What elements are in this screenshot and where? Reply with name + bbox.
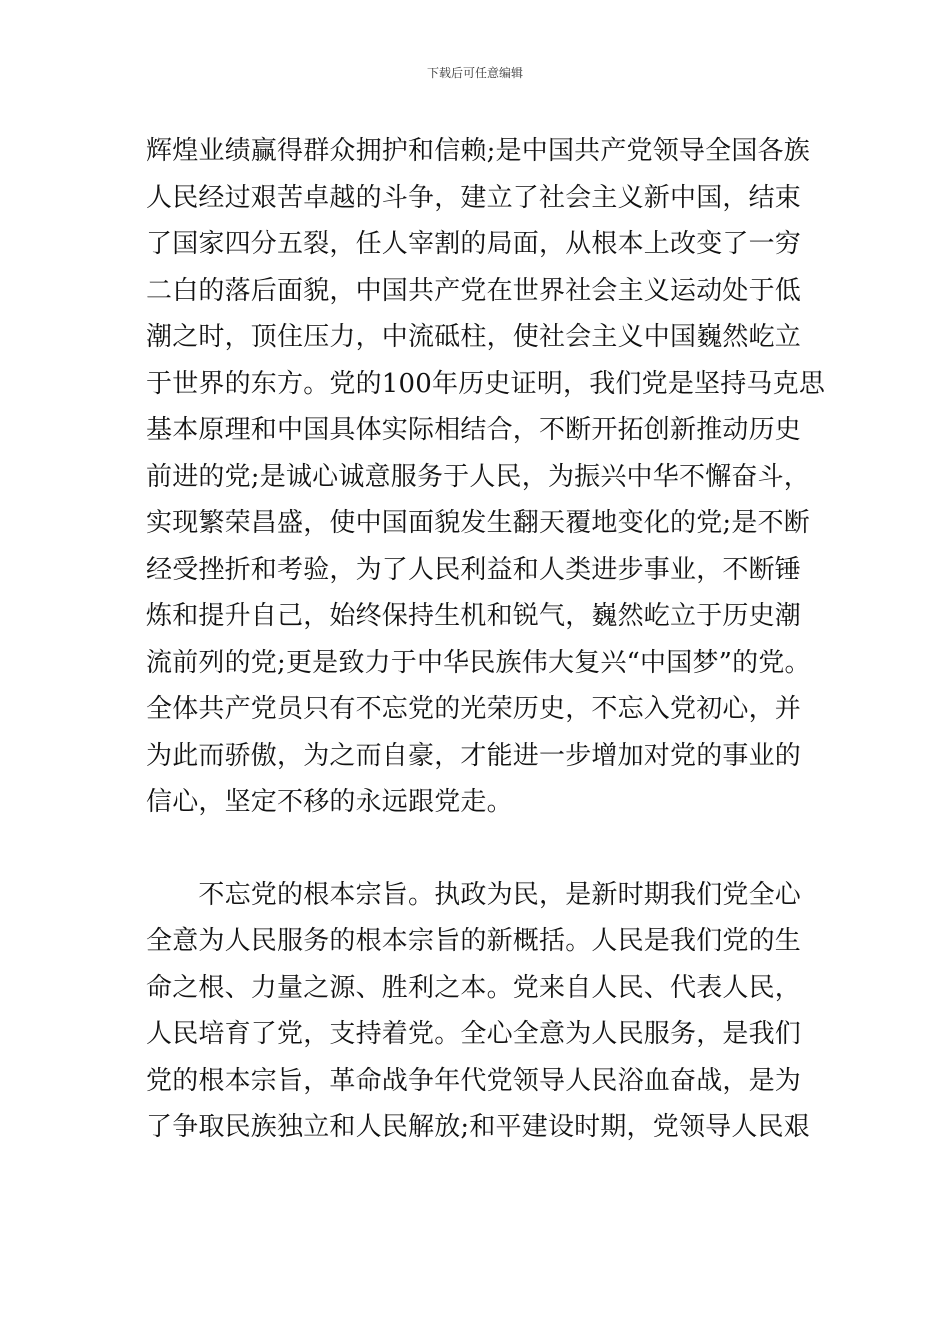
document-body bbox=[146, 131, 866, 1154]
paragraph-1 bbox=[146, 131, 866, 829]
text-line: 于世界的东方。党的100年历史证明，我们党是坚持马克思 bbox=[146, 368, 826, 399]
paragraph-gap bbox=[146, 829, 866, 875]
text-line: 前进的党;是诚心诚意服务于人民，为振兴中华不懈奋斗， bbox=[146, 461, 810, 492]
text-line: 全体共产党员只有不忘党的光荣历史，不忘入党初心，并 bbox=[146, 694, 802, 724]
paragraph-2 bbox=[146, 875, 866, 1154]
text-line: 命之根、力量之源、胜利之本。党来自人民、代表人民， bbox=[146, 972, 802, 1003]
text-line: 不忘党的根本宗旨。执政为民，是新时期我们党全心 bbox=[146, 879, 802, 910]
text-line: 二白的落后面貌，中国共产党在世界社会主义运动处于低 bbox=[146, 275, 802, 306]
text-line: 信心，坚定不移的永远跟党走。 bbox=[146, 787, 513, 817]
text-line: 人民经过艰苦卓越的斗争，建立了社会主义新中国，结束 bbox=[146, 182, 802, 213]
page-header: 下载后可任意编辑 bbox=[426, 66, 523, 80]
text-line: 潮之时，顶住压力，中流砥柱，使社会主义中国巍然屹立 bbox=[146, 322, 802, 352]
text-line: 基本原理和中国具体实际相结合，不断开拓创新推动历史 bbox=[146, 415, 802, 445]
text-line: 实现繁荣昌盛，使中国面貌发生翻天覆地变化的党;是不断 bbox=[146, 508, 810, 538]
text-line: 炼和提升自己，始终保持生机和锐气，巍然屹立于历史潮 bbox=[146, 601, 802, 631]
text-line: 人民培育了党，支持着党。全心全意为人民服务，是我们 bbox=[146, 1019, 802, 1049]
text-line: 全意为人民服务的根本宗旨的新概括。人民是我们党的生 bbox=[146, 926, 802, 956]
text-line: 经受挫折和考验，为了人民利益和人类进步事业，不断锤 bbox=[146, 554, 802, 585]
text-line: 党的根本宗旨，革命战争年代党领导人民浴血奋战，是为 bbox=[146, 1065, 802, 1096]
text-line: 流前列的党;更是致力于中华民族伟大复兴“中国梦”的党。 bbox=[146, 647, 811, 678]
text-line: 了争取民族独立和人民解放;和平建设时期，党领导人民艰 bbox=[146, 1112, 810, 1142]
text-line: 了国家四分五裂，任人宰割的局面，从根本上改变了一穷 bbox=[146, 229, 802, 259]
text-line: 辉煌业绩赢得群众拥护和信赖;是中国共产党领导全国各族 bbox=[146, 136, 810, 166]
text-line: 为此而骄傲，为之而自豪，才能进一步增加对党的事业的 bbox=[146, 740, 802, 771]
